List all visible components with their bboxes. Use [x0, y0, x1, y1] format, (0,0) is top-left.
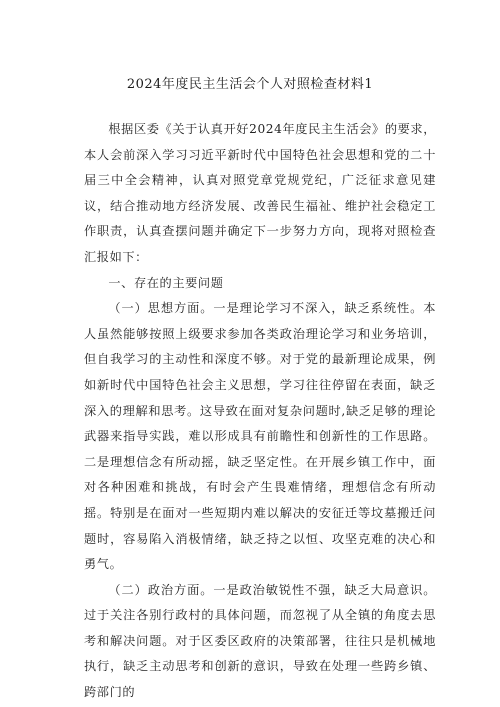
intro-paragraph: 根据区委《关于认真开好2024年度民主生活会》的要求，本人会前深入学习习近平新时代中国特色社会思想和党的二十届三中全会精神，认真对照党章党规党纪，广泛征求意见建议，结合推动地方经济发展、改善民生福祉、维护社会稳定工作职责，认真查摆问题并确定下一步努力方向，现将对照检查汇报如下：: [84, 122, 436, 264]
document-body: [84, 117, 436, 706]
paragraph-politics: （二）政治方面。一是政治敏锐性不强，缺乏大局意识。过于关注各别行政村的具体问题，而忽视了从全镇的角度去思考和解决问题。对于区委区政府的决策部署，往往只是机械地执行，缺乏主动思考和创新的意识，导致在处理一些跨乡镇、跨部门的: [84, 582, 436, 700]
section-heading: 一、存在的主要问题: [108, 275, 224, 290]
document-title: 2024年度民主生活会个人对照检查材料1: [126, 77, 374, 92]
paragraph-thought: （一）思想方面。一是理论学习不深入，缺乏系统性。本人虽然能够按照上级要求参加各类政治理论学习和业务培训，但自我学习的主动性和深度不够。对于党的最新理论成果，例如新时代中国特色社会主义思想，学习往往停留在表面，缺乏深入的理解和思考。这导致在面对复杂问题时,缺乏足够的理论武器来指导实践，难以形成具有前瞻性和创新性的工作思路。二是理想信念有所动摇，缺乏坚定性。在开展乡镇工作中，面对各种困难和挑战，有时会产生畏难情绪，理想信念有所动摇。特别是在面对一些短期内难以解决的安征迁等坟墓搬迁问题时，容易陷入消极情绪，缺乏持之以恒、攻坚克难的决心和勇气。: [84, 301, 436, 572]
